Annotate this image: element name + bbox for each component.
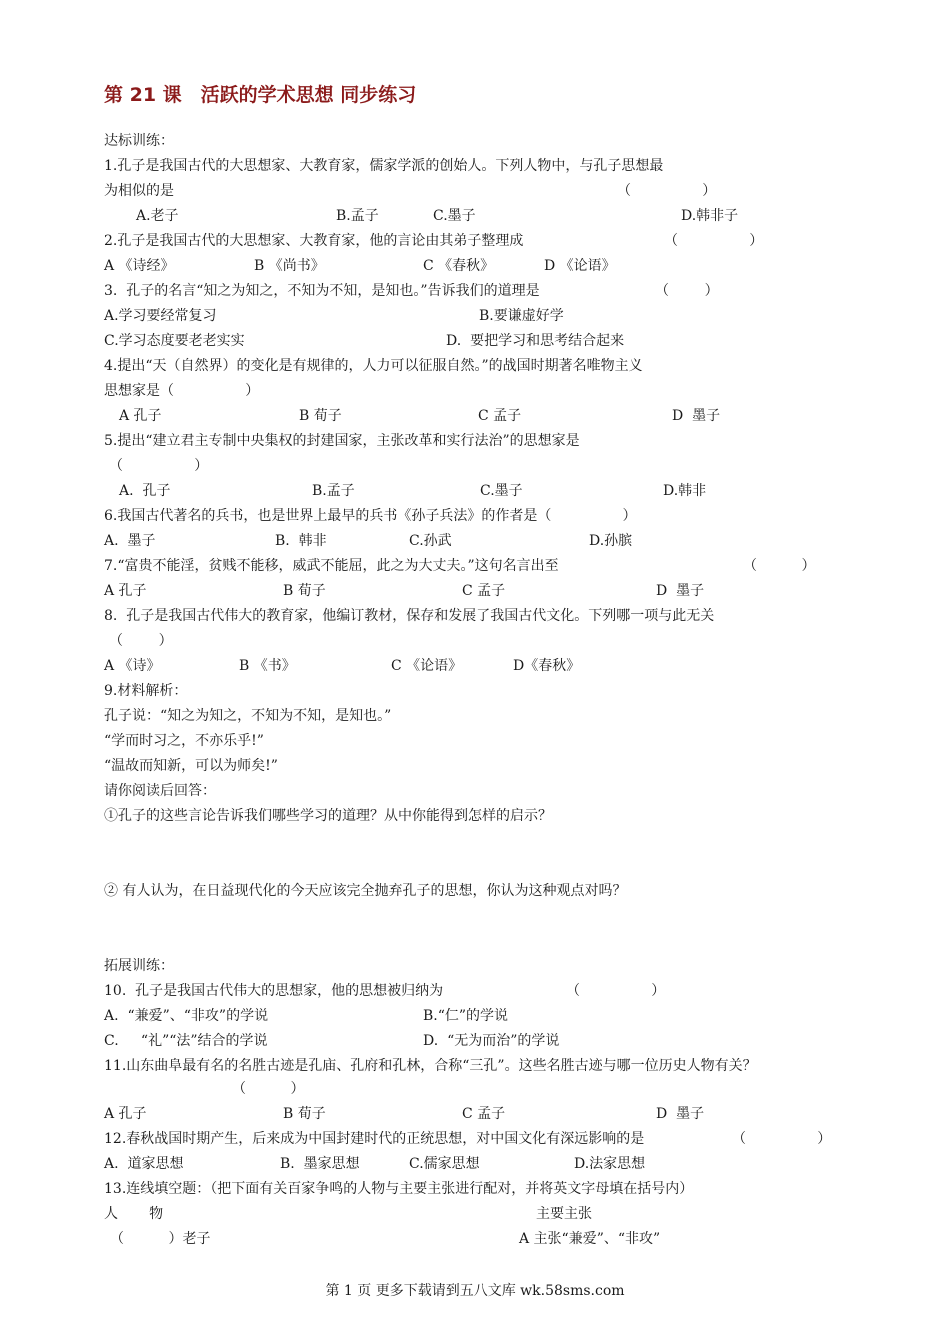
text-line: B.要谦虚好学 <box>479 308 564 324</box>
text-line: ② 有人认为，在日益现代化的今天应该完全抛弃孔子的思想，你认为这种观点对吗？ <box>104 883 627 899</box>
text-line: B.“仁”的学说 <box>423 1008 509 1024</box>
text-line: B.孟子 <box>336 208 379 224</box>
text-line: D. 要把学习和思考结合起来 <box>446 333 625 349</box>
text-line: D.韩非子 <box>681 208 739 224</box>
text-line: “温故而知新，可以为师矣!” <box>104 758 278 774</box>
text-line: C 孟子 <box>462 1106 506 1122</box>
text-line: （ ） <box>109 633 173 649</box>
text-line: A.老子 <box>136 208 179 224</box>
text-line: D.韩非 <box>663 483 707 499</box>
text-line: （ ）老子 <box>110 1231 211 1247</box>
text-line: 3. 孔子的名言“知之为知之，不知为不知，是知也。”告诉我们的道理是 <box>104 283 540 299</box>
text-line: D.法家思想 <box>574 1156 646 1172</box>
text-line: 4.提出“天（自然界）的变化是有规律的，人力可以征服自然。”的战国时期著名唯物主义 <box>104 358 643 374</box>
text-line: C.墨子 <box>433 208 476 224</box>
text-line: 请你阅读后回答： <box>104 783 216 799</box>
text-line: （ ） <box>655 283 719 299</box>
text-line: B 《书》 <box>239 658 296 674</box>
text-line: A. “兼爱”、“非攻”的学说 <box>104 1008 269 1024</box>
text-line: 5.提出“建立君主专制中央集权的封建国家，主张改革和实行法治”的思想家是 <box>104 433 580 449</box>
text-line: 13.连线填空题：（把下面有关百家争鸣的人物与主要主张进行配对，并将英文字母填在括号内） <box>104 1181 694 1197</box>
text-line: 2.孔子是我国古代的大思想家、大教育家，他的言论由其弟子整理成 <box>104 233 524 249</box>
page-title: 第 21 课 活跃的学术思想 同步练习 <box>104 84 417 106</box>
text-line: B 荀子 <box>299 408 342 424</box>
text-line: A 主张“兼爱”、“非攻” <box>519 1231 661 1247</box>
text-line: A 孔子 <box>119 408 162 424</box>
text-line: D 《论语》 <box>544 258 616 274</box>
text-line: B 荀子 <box>283 583 326 599</box>
text-line: 主要主张 <box>536 1206 592 1222</box>
page-footer: 第 1 页 更多下载请到五八文库 wk.58sms.com <box>325 1283 625 1299</box>
text-line: A. 墨子 <box>104 533 156 549</box>
text-line: A 孔子 <box>104 1106 147 1122</box>
text-line: 7.“富贵不能淫，贫贱不能移，威武不能屈，此之为大丈夫。”这句名言出至 <box>104 558 559 574</box>
text-line: C 孟子 <box>478 408 522 424</box>
text-line: 6.我国古代著名的兵书，也是世界上最早的兵书《孙子兵法》的作者是（ ） <box>104 508 637 524</box>
text-line: （ ） <box>232 1081 305 1097</box>
text-line: B 荀子 <box>283 1106 326 1122</box>
text-line: C 《论语》 <box>391 658 463 674</box>
text-line: 9.材料解析： <box>104 683 188 699</box>
text-line: 11.山东曲阜最有名的名胜古迹是孔庙、孔府和孔林，合称“三孔”。这些名胜古迹与哪一位历史人物有关？ <box>104 1058 757 1074</box>
text-line: C 孟子 <box>462 583 506 599</box>
text-line: C.墨子 <box>480 483 523 499</box>
text-line: （ ） <box>566 983 666 999</box>
text-line: B.孟子 <box>312 483 355 499</box>
text-line: A.学习要经常复习 <box>104 308 217 324</box>
text-line: C 《春秋》 <box>423 258 495 274</box>
text-line: D《春秋》 <box>513 658 581 674</box>
text-line: 拓展训练： <box>104 958 174 974</box>
text-line: （ ） <box>743 558 816 574</box>
text-line: D 墨子 <box>656 1106 705 1122</box>
text-line: B. 韩非 <box>275 533 327 549</box>
text-line: （ ） <box>664 233 764 249</box>
text-line: 思想家是（ ） <box>104 383 260 399</box>
text-line: A 《诗》 <box>104 658 161 674</box>
text-line: D. “无为而治”的学说 <box>423 1033 560 1049</box>
text-line: （ ） <box>732 1131 832 1147</box>
text-line: “学而时习之，不亦乐乎!” <box>104 733 264 749</box>
text-line: 10. 孔子是我国古代伟大的思想家，他的思想被归纳为 <box>104 983 444 999</box>
text-line: B 《尚书》 <box>254 258 325 274</box>
text-line: 12.春秋战国时期产生，后来成为中国封建时代的正统思想，对中国文化有深远影响的是 <box>104 1131 645 1147</box>
text-line: ①孔子的这些言论告诉我们哪些学习的道理？从中你能得到怎样的启示？ <box>104 808 552 824</box>
text-line: A. 道家思想 <box>104 1156 184 1172</box>
text-line: （ ） <box>617 183 717 199</box>
text-line: B. 墨家思想 <box>280 1156 360 1172</box>
text-line: C. “礼”“法”结合的学说 <box>104 1033 268 1049</box>
text-line: C.儒家思想 <box>409 1156 480 1172</box>
text-line: （ ） <box>109 458 209 474</box>
text-line: A 《诗经》 <box>104 258 175 274</box>
text-line: A. 孔子 <box>119 483 171 499</box>
text-line: 8. 孔子是我国古代伟大的教育家，他编订教材，保存和发展了我国古代文化。下列哪一项与此无关 <box>104 608 715 624</box>
text-line: D 墨子 <box>656 583 705 599</box>
text-line: D.孙膑 <box>589 533 633 549</box>
text-line: C.学习态度要老老实实 <box>104 333 245 349</box>
text-line: 1.孔子是我国古代的大思想家、大教育家，儒家学派的创始人。下列人物中，与孔子思想最 <box>104 158 664 174</box>
text-line: D 墨子 <box>672 408 721 424</box>
text-line: 为相似的是 <box>104 183 174 199</box>
text-line: C.孙武 <box>409 533 452 549</box>
text-line: A 孔子 <box>104 583 147 599</box>
text-line: 人 物 <box>104 1206 164 1222</box>
text-line: 孔子说：“知之为知之，不知为不知，是知也。” <box>104 708 392 724</box>
text-line: 达标训练： <box>104 133 174 149</box>
